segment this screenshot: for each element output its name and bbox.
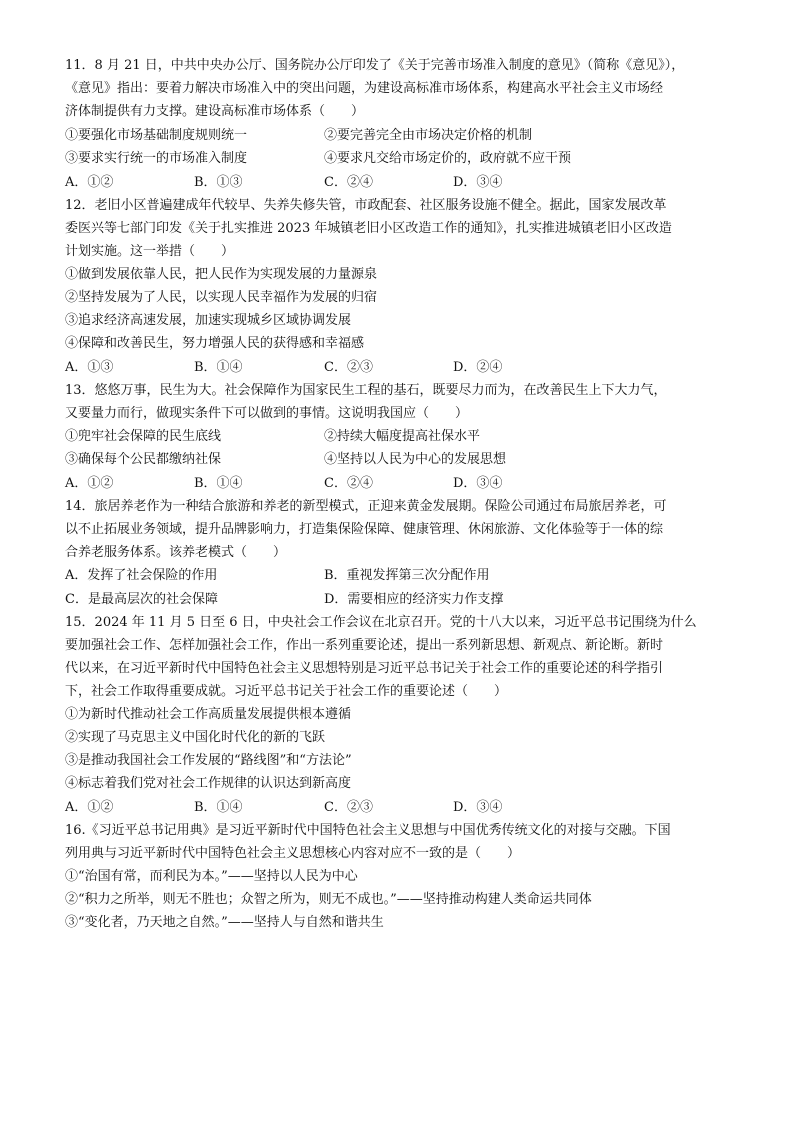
answer-option-a: A．①② xyxy=(65,476,114,491)
statement: ④要求凡交给市场定价的，政府就不应干预 xyxy=(324,151,572,166)
statement: ③“变化者，乃天地之自然。”——坚持人与自然和谐共生 xyxy=(65,915,384,930)
question-text-line: 又要量力而行，做现实条件下可以做到的事情。这说明我国应（ ） xyxy=(65,406,469,421)
question-text-line: 列用典与习近平新时代中国特色社会主义思想核心内容对应不一致的是（ ） xyxy=(65,846,521,861)
answer-option-b: B．①④ xyxy=(194,360,243,375)
question-text-line: 委医兴等七部门印发《关于扎实推进 2023 年城镇老旧小区改造工作的通知》，扎实推进城镇老旧小区改造 xyxy=(65,221,672,236)
answer-option-c: C．②③ xyxy=(324,800,373,815)
question-text-line: 16.《习近平总书记用典》是习近平新时代中国特色社会主义思想与中国优秀传统文化的对接与交融。下国 xyxy=(65,823,671,838)
question-text-line: 11．8 月 21 日，中共中央办公厅、国务院办公厅印发了《关于完善市场准入制度的意见》（简称《意见》）， xyxy=(65,58,685,73)
answer-option-a: A．①② xyxy=(65,175,114,190)
question-text-line: 要加强社会工作、怎样加强社会工作，作出一系列重要论述，提出一系列新思想、新观点、新论断。新时 xyxy=(65,638,664,653)
answer-option-c: C．②③ xyxy=(324,360,373,375)
answer-option-c: C．是最高层次的社会保障 xyxy=(65,592,218,607)
question-text-line: 15．2024 年 11 月 5 日至 6 日，中央社会工作会议在北京召开。党的十八大以来，习近平总书记围绕为什么 xyxy=(65,615,697,630)
statement: ②持续大幅度提高社保水平 xyxy=(324,429,481,444)
statement: ②要完善完全由市场决定价格的机制 xyxy=(324,128,533,143)
statement: ①“治国有常，而利民为本。”——坚持以人民为中心 xyxy=(65,869,358,884)
answer-option-d: D．③④ xyxy=(453,476,503,491)
question-text-line: 13．悠悠万事，民生为大。社会保障作为国家民生工程的基石，既要尽力而为，在改善民生上下大力气， xyxy=(65,383,667,398)
statement: ②实现了马克思主义中国化时代化的新的飞跃 xyxy=(65,730,326,745)
question-text-line: 合养老服务体系。该养老模式（ ） xyxy=(65,545,287,560)
answer-option-a: A．①③ xyxy=(65,360,114,375)
answer-option-d: D．③④ xyxy=(453,175,503,190)
answer-option-b: B．①④ xyxy=(194,800,243,815)
question-text-line: 代以来，在习近平新时代中国特色社会主义思想特别是习近平总书记关于社会工作的重要论述的科学指引 xyxy=(65,661,664,676)
answer-option-a: A．①② xyxy=(65,800,114,815)
statement: ③追求经济高速发展，加速实现城乡区域协调发展 xyxy=(65,313,352,328)
statement: ①为新时代推动社会工作高质量发展提供根本遵循 xyxy=(65,707,352,722)
answer-option-b: B．①③ xyxy=(194,175,243,190)
answer-option-d: D．③④ xyxy=(453,800,503,815)
question-text-line: 12．老旧小区普遍建成年代较早、失养失修失管，市政配套、社区服务设施不健全。据此，国家发展改革 xyxy=(65,198,667,213)
statement: ①做到发展依靠人民，把人民作为实现发展的力量源泉 xyxy=(65,267,378,282)
statement: ③确保每个公民都缴纳社保 xyxy=(65,452,222,467)
answer-option-d: D．②④ xyxy=(453,360,503,375)
statement: ①要强化市场基础制度规则统一 xyxy=(65,128,248,143)
statement: ④保障和改善民生，努力增强人民的获得感和幸福感 xyxy=(65,336,365,351)
question-text-line: 以不止拓展业务领域，提升品牌影响力，打造集保险保障、健康管理、休闲旅游、文化体验等于一体的综 xyxy=(65,522,664,537)
statement: ③是推动我国社会工作发展的“路线图”和“方法论” xyxy=(65,753,352,768)
statement: ②“积力之所举，则无不胜也；众智之所为，则无不成也。”——坚持推动构建人类命运共同体 xyxy=(65,892,592,907)
answer-option-b: B．重视发挥第三次分配作用 xyxy=(324,568,490,583)
answer-option-d: D．需要相应的经济实力作支撑 xyxy=(324,592,504,607)
answer-option-c: C．②④ xyxy=(324,476,373,491)
question-text-line: 下，社会工作取得重要成就。习近平总书记关于社会工作的重要论述（ ） xyxy=(65,684,508,699)
question-text-line: 《意见》指出：要着力解决市场准入中的突出问题，为建设高标准市场体系，构建高水平社会主义市场经 xyxy=(65,81,664,96)
statement: ④标志着我们党对社会工作规律的认识达到新高度 xyxy=(65,776,352,791)
question-text-line: 14．旅居养老作为一种结合旅游和养老的新型模式，正迎来黄金发展期。保险公司通过布局旅居养老，可 xyxy=(65,499,667,514)
statement: ①兜牢社会保障的民生底线 xyxy=(65,429,222,444)
statement: ③要求实行统一的市场准入制度 xyxy=(65,151,248,166)
answer-option-c: C．②④ xyxy=(324,175,373,190)
answer-option-a: A．发挥了社会保险的作用 xyxy=(65,568,218,583)
question-text-line: 济体制提供有力支撑。建设高标准市场体系（ ） xyxy=(65,104,365,119)
statement: ②坚持发展为了人民，以实现人民幸福作为发展的归宿 xyxy=(65,290,378,305)
answer-option-b: B．①④ xyxy=(194,476,243,491)
statement: ④坚持以人民为中心的发展思想 xyxy=(324,452,507,467)
question-text-line: 计划实施。这一举措（ ） xyxy=(65,244,235,259)
